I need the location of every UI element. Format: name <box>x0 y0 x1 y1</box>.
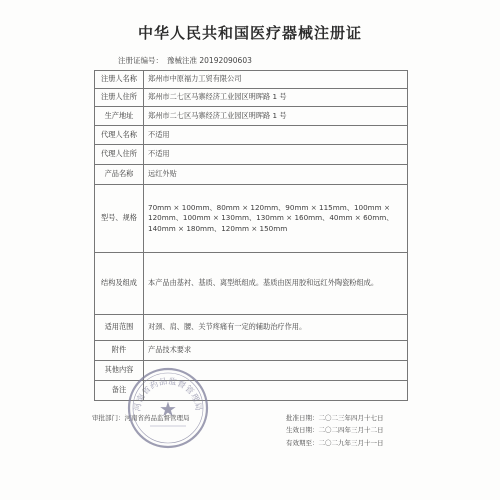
table-row <box>95 107 408 126</box>
row-value: 不适用 <box>144 145 408 165</box>
table-row <box>95 341 408 361</box>
row-label: 附件 <box>95 341 144 361</box>
registration-number <box>118 55 252 66</box>
valid-until-label: 有效期至： <box>286 438 319 447</box>
row-value: 郑州市中原福力工贸有限公司 <box>144 71 408 89</box>
row-label: 型号、规格 <box>95 185 144 253</box>
valid-until-value: 二〇二九年三月十一日 <box>318 438 384 447</box>
row-label: 代理人住所 <box>95 145 144 165</box>
star-icon: ★ <box>159 397 177 421</box>
row-value: 郑州市二七区马寨经济工业园区明晖路 1 号 <box>144 107 408 126</box>
table-row <box>95 89 408 107</box>
row-value: 远红外贴 <box>144 165 408 185</box>
row-value: 对颈、肩、腰、关节疼痛有一定的辅助治疗作用。 <box>144 315 408 341</box>
row-value: 本产品由基衬、基质、离型纸组成。基质由医用胶和远红外陶瓷粉组成。 <box>144 253 408 315</box>
row-label: 注册人名称 <box>95 71 144 89</box>
row-label: 其他内容 <box>95 361 144 381</box>
official-seal <box>126 366 210 450</box>
table-row <box>95 253 408 315</box>
row-label: 结构及组成 <box>95 253 144 315</box>
seal-text-path: 河南省药品监督管理局 <box>131 375 205 412</box>
table-row <box>95 185 408 253</box>
row-value: 70mm × 100mm、80mm × 120mm、90mm × 115mm、100mm × 120mm、100mm × 130mm、130mm × 160mm、40mm × 60mm、140mm × 180mm、120mm × 150mm <box>144 185 408 253</box>
effective-date-value: 二〇二四年三月十二日 <box>318 426 384 435</box>
registration-table <box>94 70 408 401</box>
row-label: 代理人名称 <box>95 126 144 145</box>
approval-date-label: 批准日期： <box>286 414 319 422</box>
registration-number-value: 豫械注准 20192090603 <box>167 56 252 65</box>
effective-date <box>286 424 384 436</box>
valid-until-date <box>286 437 384 449</box>
row-label: 产品名称 <box>95 165 144 185</box>
document-title: 中华人民共和国医疗器械注册证 <box>137 24 362 42</box>
table-row <box>95 165 408 185</box>
date-block <box>286 412 384 449</box>
row-label: 生产地址 <box>95 107 144 126</box>
table-row <box>95 71 408 89</box>
approval-department-label: 审批部门： <box>92 414 125 422</box>
approval-department-value: 河南省药品监督管理局 <box>124 414 190 422</box>
row-label: 备注 <box>95 381 144 401</box>
table-row <box>95 145 408 165</box>
table-row <box>95 126 408 145</box>
row-label: 适用范围 <box>95 315 144 341</box>
approval-date-value: 二〇二三年四月十七日 <box>318 414 384 422</box>
row-label: 注册人住所 <box>95 89 144 107</box>
row-value: 郑州市二七区马寨经济工业园区明晖路 1 号 <box>144 89 408 107</box>
row-value: 产品技术要求 <box>144 341 408 361</box>
effective-date-label: 生效日期： <box>286 426 319 435</box>
registration-number-label: 注册证编号： <box>118 56 163 65</box>
approval-date <box>286 412 384 424</box>
table-row <box>95 315 408 341</box>
row-value: 不适用 <box>144 126 408 145</box>
